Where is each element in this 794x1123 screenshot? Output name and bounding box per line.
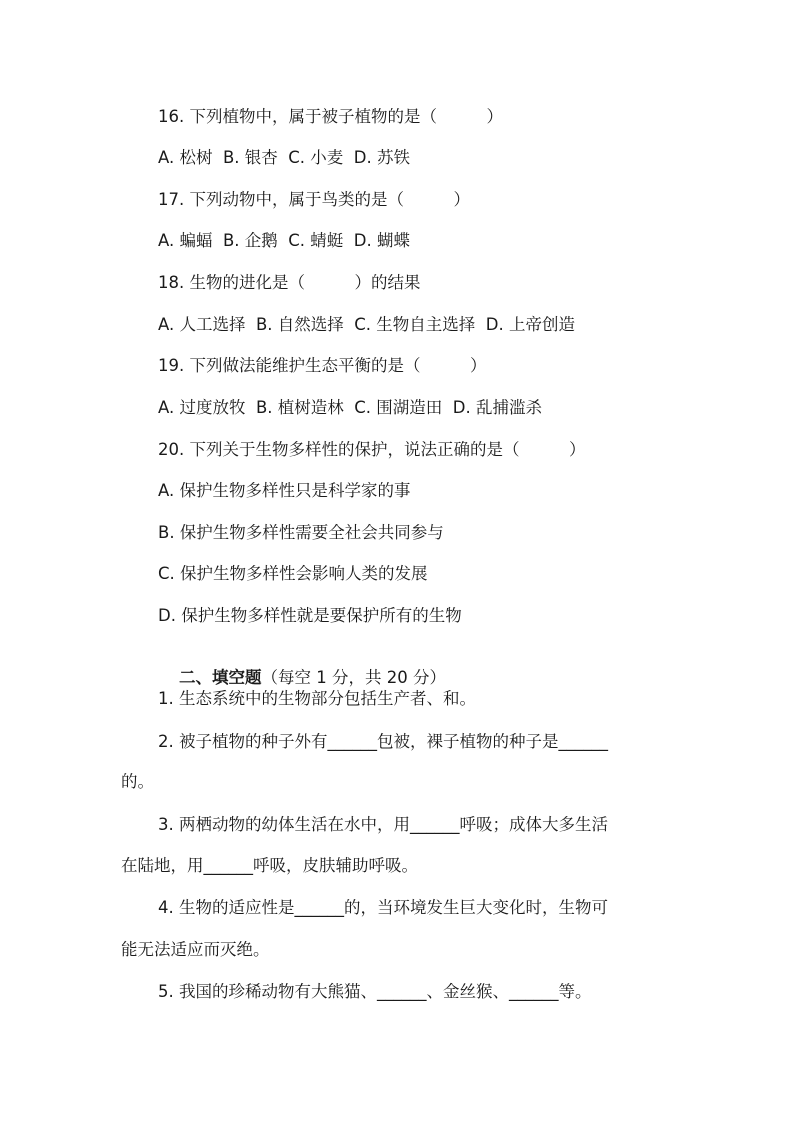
question-16-stem: 16. 下列植物中，属于被子植物的是（ ）: [158, 107, 503, 126]
question-17-stem: 17. 下列动物中，属于鸟类的是（ ）: [158, 190, 470, 209]
question-20-option-d: D. 保护生物多样性就是要保护所有的生物: [158, 606, 462, 625]
question-20-option-b: B. 保护生物多样性需要全社会共同参与: [158, 523, 444, 542]
section-2-note: （每空 1 分，共 20 分）: [261, 668, 446, 687]
question-16-options: A. 松树 B. 银杏 C. 小麦 D. 苏铁: [158, 148, 410, 167]
question-18-options: A. 人工选择 B. 自然选择 C. 生物自主选择 D. 上帝创造: [158, 315, 575, 334]
question-20-option-a: A. 保护生物多样性只是科学家的事: [158, 481, 411, 500]
fill-question-5: 5. 我国的珍稀动物有大熊猫、______、金丝猴、______等。: [158, 982, 592, 1001]
section-2-title: 二、填空题: [178, 668, 262, 687]
question-18-stem: 18. 生物的进化是（ ）的结果: [158, 273, 421, 292]
question-20-stem: 20. 下列关于生物多样性的保护，说法正确的是（ ）: [158, 440, 586, 459]
fill-question-4-line-1: 4. 生物的适应性是______的，当环境发生巨大变化时，生物可: [158, 898, 608, 917]
question-17-options: A. 蝙蝠 B. 企鹅 C. 蜻蜓 D. 蝴蝶: [158, 231, 410, 250]
fill-question-1: 1. 生态系统中的生物部分包括生产者、和。: [158, 689, 476, 708]
fill-question-3-line-2: 在陆地，用______呼吸，皮肤辅助呼吸。: [121, 856, 418, 875]
fill-question-4-line-2: 能无法适应而灭绝。: [121, 940, 270, 959]
fill-question-2-line-1: 2. 被子植物的种子外有______包被，裸子植物的种子是______: [158, 732, 608, 751]
question-20-option-c: C. 保护生物多样性会影响人类的发展: [158, 564, 428, 583]
fill-question-2-line-2: 的。: [121, 772, 154, 791]
fill-question-3-line-1: 3. 两栖动物的幼体生活在水中，用______呼吸；成体大多生活: [158, 815, 608, 834]
question-19-options: A. 过度放牧 B. 植树造林 C. 围湖造田 D. 乱捕滥杀: [158, 398, 542, 417]
question-19-stem: 19. 下列做法能维护生态平衡的是（ ）: [158, 356, 487, 375]
